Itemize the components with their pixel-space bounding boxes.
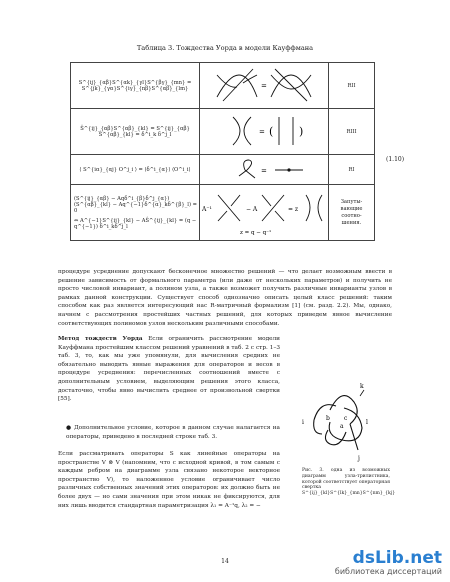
diagram-ri: [200, 155, 329, 185]
name-rii: RII: [329, 63, 375, 109]
skein-parameter: z = q − q⁻¹: [240, 229, 272, 236]
figure-caption: Рис. 3. одна из возможных диаграмм узла-трилистника, которой соответствует операторная свертка S^{ij}_{kl}S^{lk}_{mn}S^{nm}_{kj}: [302, 468, 396, 497]
svg-text:=: =: [261, 166, 267, 175]
svg-text:(: (: [269, 124, 274, 138]
label-a: a: [340, 423, 344, 430]
watermark: [335, 550, 442, 576]
label-i: i: [302, 419, 304, 426]
equation-ri: ⟨ S^{iα}_{αj} O^j_i ⟩ = ⟨δ^i_{α}⟩ ⟨O^i_i⟩: [71, 155, 200, 185]
paragraph-1: процедуре усреднение допускают бесконечное множество решений — что делает возможным ввести в решение зависимость от формального параметра (или даже от нескольких параметров) и получить не просто числовой инвариант, а полином узла, а также возможет получить различные инварианты узлов в рамках данной конструкции. Существует способ однозначно описать целый класс решений: таким способом как раз является интересующий нас R-матричный формализм [1] (см. разд. 2.2). Мы, однако, начнем с рассмотрения простейших частных решений, для которых приведем явное вычисление соответствующих полиномов узлов нескольким различными способами.: [58, 269, 392, 327]
equation-rii: S^{ij}_{αβ}S^{αk}_{γl}S^{βγ}_{mn} = S^{jk}_{γα}S^{iγ}_{nβ}S^{αβ}_{lm}: [71, 63, 200, 109]
name-skein: Запуты- вающие соотно- шения.: [329, 185, 375, 241]
label-c: c: [344, 415, 348, 422]
skein-coef-mid: − A: [246, 205, 258, 213]
diagram-skein: [200, 185, 329, 241]
trefoil-figure: [300, 380, 384, 462]
name-ri: RI: [329, 155, 375, 185]
svg-text:=: =: [261, 81, 267, 90]
skein-coef-left: A⁻¹: [202, 205, 212, 213]
equation-skein: (S^{ij}_{αβ} − Aqδ^i_{β}δ^j_{α})(S^{αβ}_{kl} − Aq^{−1}δ^{α}_kδ^{β}_l) = 0 ⇔ A^{−1}S^{ij}_{kl} − AŜ^{ij}_{kl} = (q − q^{−1}) δ^i_kδ^j_l: [71, 185, 200, 241]
page-number: 14: [221, 558, 229, 565]
skein-coef-right: = z: [288, 205, 299, 213]
ward-identities-table: [70, 62, 375, 241]
bullet-icon: ●: [66, 425, 74, 431]
table-caption: Таблица 3. Тождества Уорда в модели Кауффмана: [136, 44, 314, 52]
label-j: j: [358, 455, 360, 462]
diagram-riii: [200, 109, 329, 155]
svg-text:=: =: [259, 127, 265, 136]
paragraph-2: [58, 335, 280, 404]
diagram-rii: [200, 63, 329, 109]
watermark-site: dsLib.net: [352, 548, 442, 568]
paragraph-2-body: Если ограничить рассмотрение модели Кауффмана простейшим классом решений уравнений в таб. 2 с стр. 1–3 таб. 3, то, как мы уже упомянули, для вычисления средних не обязательно выводить явные выражения для операторов и весов в процедуре усреднения: перечисленных соотношений вместе с дополнительным условием, выделяющим решения этого класса, достаточно, чтобы явно вычислить среднее от произвольной свертки [55].: [58, 336, 280, 403]
section-head: Метод тождеств Уорда: [58, 336, 143, 342]
paragraph-3: Если рассматривать операторы S как линейные операторы на пространстве V ⊗ V (напомним, что с исходной кривой, в том самым с каждым ребром на диаграмме узла связано некоторое векторное пространство V), то наложенное условие ограничивает число различных собственных значений этих операторов: их должно быть не более двух — но сами значения при этом никак не фиксируются, для них лишь вводится стандартная параметризация λ₁ = A⁻¹q, λ₂ = −: [58, 451, 280, 509]
label-b: b: [326, 415, 330, 422]
equation-riii: Ŝ^{ij}_{αβ}S^{αβ}_{kl} = S^{ij}_{αβ}Ŝ^{αβ}_{kl} = δ^i_k δ^j_l: [71, 109, 200, 155]
bullet-item: ● Дополнительное условие, которое в данном случае налагается на операторы, приведено в последней строке таб. 3.: [66, 425, 280, 440]
name-riii: RIII: [329, 109, 375, 155]
label-k: k: [360, 383, 364, 390]
svg-text:): ): [299, 124, 304, 138]
equation-number: (1.10): [386, 156, 405, 163]
watermark-tagline: библиотека диссертаций: [334, 567, 442, 576]
label-l: l: [366, 419, 368, 426]
